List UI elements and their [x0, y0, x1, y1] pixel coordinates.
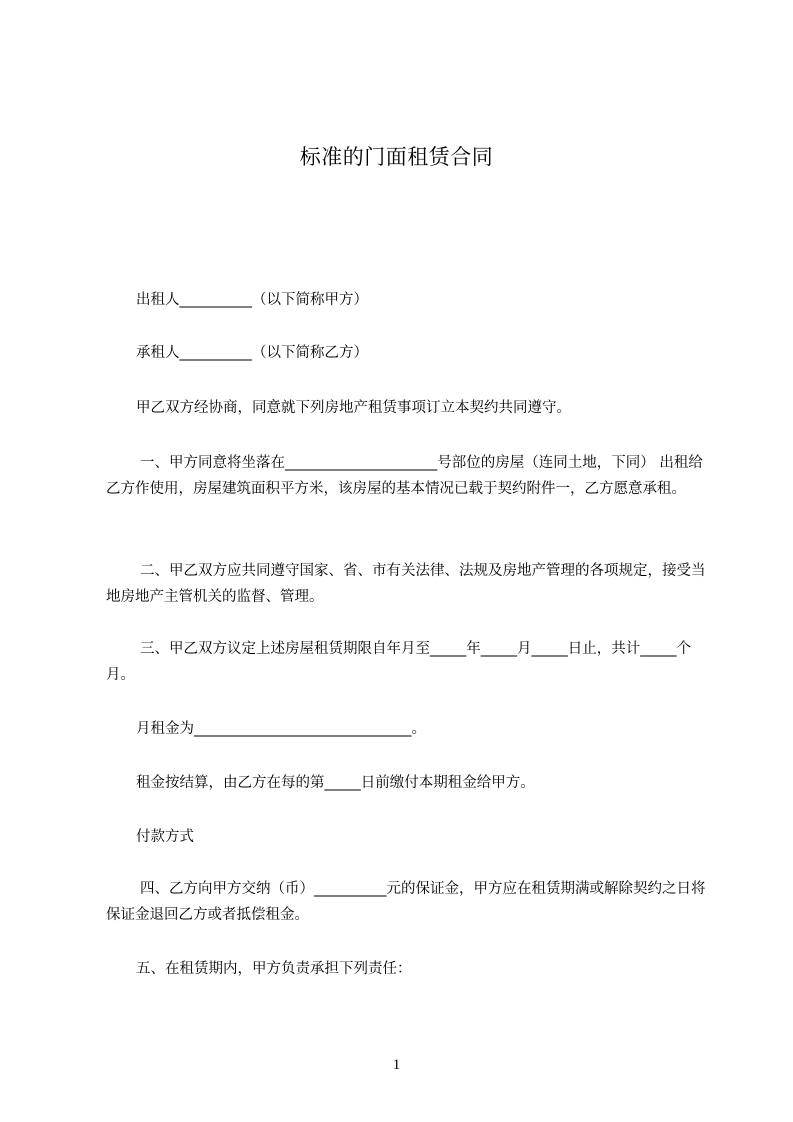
paragraph-payment-method: 付款方式	[136, 829, 194, 845]
paragraph-clause-3: 三、甲乙双方议定上述房屋租赁期限自年月至_____年_____月_____日止，共计_____个月。	[106, 641, 691, 683]
paragraph-clause-4: 四、乙方向甲方交纳（币）__________元的保证金，甲方应在租赁期满或解除契约之日将保证金退回乙方或者抵偿租金。	[106, 881, 706, 923]
paragraph-clause-2: 二、甲乙双方应共同遵守国家、省、市有关法律、法规及房地产管理的各项规定，接受当地房地产主管机关的监督、管理。	[106, 563, 706, 605]
paragraph-lessor: 出租人__________（以下简称甲方）	[136, 292, 368, 308]
paragraph-monthly-rent: 月租金为______________________________。	[136, 721, 426, 737]
document-title: 标准的门面租赁合同	[299, 145, 494, 169]
paragraph-agreement: 甲乙双方经协商，同意就下列房地产租赁事项订立本契约共同遵守。	[136, 400, 571, 416]
paragraph-rent-payment: 租金按结算，由乙方在每的第_____日前缴付本期租金给甲方。	[136, 775, 535, 791]
paragraph-clause-5: 五、在租赁期内，甲方负责承担下列责任：	[136, 961, 412, 977]
paragraph-clause-1: 一、甲方同意将坐落在_____________________号部位的房屋（连同土地，下同） 出租给乙方作使用，房屋建筑面积平方米，该房屋的基本情况已载于契约附件一，乙方愿意承租。	[106, 455, 703, 497]
page-number: 1	[392, 1057, 401, 1073]
paragraph-lessee: 承租人__________（以下简称乙方）	[136, 345, 368, 361]
